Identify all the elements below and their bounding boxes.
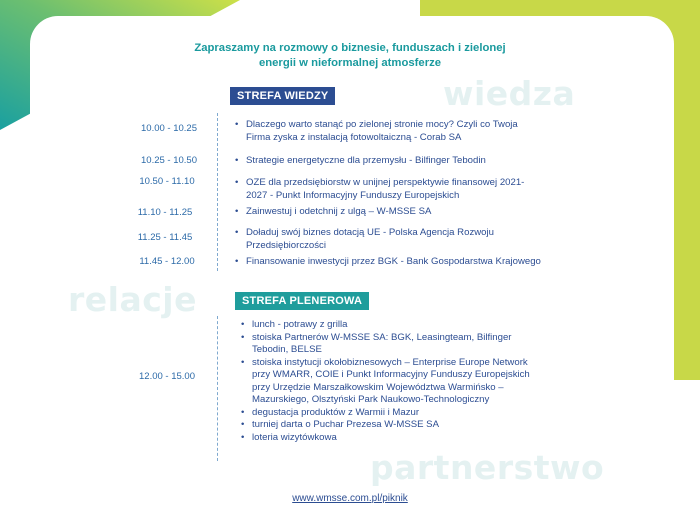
intro-line-2: energii w nieformalnej atmosferze [258,57,442,69]
list-item: • stoiska instytucji okołobiznesowych – Enterprise Europe Network przy WMARR, COIE i Punkt Informacyjny Funduszy Europejskich przy Urzędzie Marszałkowskim Województwa Warmińsko – Mazurskiego, Olsztyński Park Naukowo-Technologiczny [241,356,530,405]
list-item: • stoiska Partnerów W-MSSE SA: BGK, Leasingteam, Bilfinger Tebodin, BELSE [241,331,512,355]
time-slot: 10.50 - 11.10 [139,176,195,187]
list-item: • degustacja produktów z Warmii i Mazur [241,406,420,418]
bullet-icon: • [235,119,239,130]
bullet-icon: • [235,256,239,267]
time-slot: 12.00 - 15.00 [139,371,195,382]
time-slot: 11.45 - 12.00 [139,256,195,267]
bullet-icon: • [241,319,245,330]
plenerowa-list [241,319,562,444]
bullet-icon: • [235,206,239,217]
agenda-item: • Zainwestuj i odetchnij z ulgą – W-MSSE SA [235,206,432,217]
bullet-icon: • [235,177,239,188]
intro-line-1: Zapraszamy na rozmowy o biznesie, funduszach i zielonej [194,42,506,54]
time-slot: 11.10 - 11.25 [137,207,193,218]
bullet-icon: • [235,227,239,238]
list-item: • lunch - potrawy z grilla [241,319,348,330]
bullet-icon: • [241,331,245,343]
agenda-item: • Doładuj swój biznes dotacją UE - Polska Agencja Rozwoju Przedsiębiorczości [235,227,494,251]
bullet-icon: • [241,431,245,443]
bullet-icon: • [241,356,245,368]
bullet-icon: • [235,155,239,166]
strefa-plenerowa-badge: STREFA PLENEROWA [235,292,369,310]
list-item: • loteria wizytówkowa [241,431,337,443]
piknik-link[interactable]: www.wmsse.com.pl/piknik [292,493,408,504]
time-slot: 10.25 - 10.50 [141,155,197,166]
time-slot: 10.00 - 10.25 [141,123,197,134]
agenda-item: • OZE dla przedsiębiorstw w unijnej perspektywie finansowej 2021- 2027 - Punkt Informacyjny Funduszy Europejskich [235,177,525,201]
timeline-divider [217,316,218,461]
time-slot: 11.25 - 11.45 [137,232,193,243]
intro-text [150,41,550,71]
watermark-partnerstwo: partnerstwo [370,448,605,487]
content-card [30,16,674,521]
strefa-wiedzy-badge: STREFA WIEDZY [230,87,335,105]
timeline-divider [217,113,218,271]
agenda-item: • Finansowanie inwestycji przez BGK - Bank Gospodarstwa Krajowego [235,256,541,267]
bullet-icon: • [241,419,245,430]
list-item: • turniej darta o Puchar Prezesa W-MSSE SA [241,419,439,430]
bullet-icon: • [241,406,245,418]
agenda-item: • Dlaczego warto stanąć po zielonej stronie mocy? Czyli co Twoja Firma zyska z instalacją fotowoltaiczną - Corab SA [235,119,518,143]
watermark-relacje: relacje [68,280,197,319]
watermark-wiedza: wiedza [443,74,576,113]
agenda-item: • Strategie energetyczne dla przemysłu - Bilfinger Tebodin [235,155,486,166]
